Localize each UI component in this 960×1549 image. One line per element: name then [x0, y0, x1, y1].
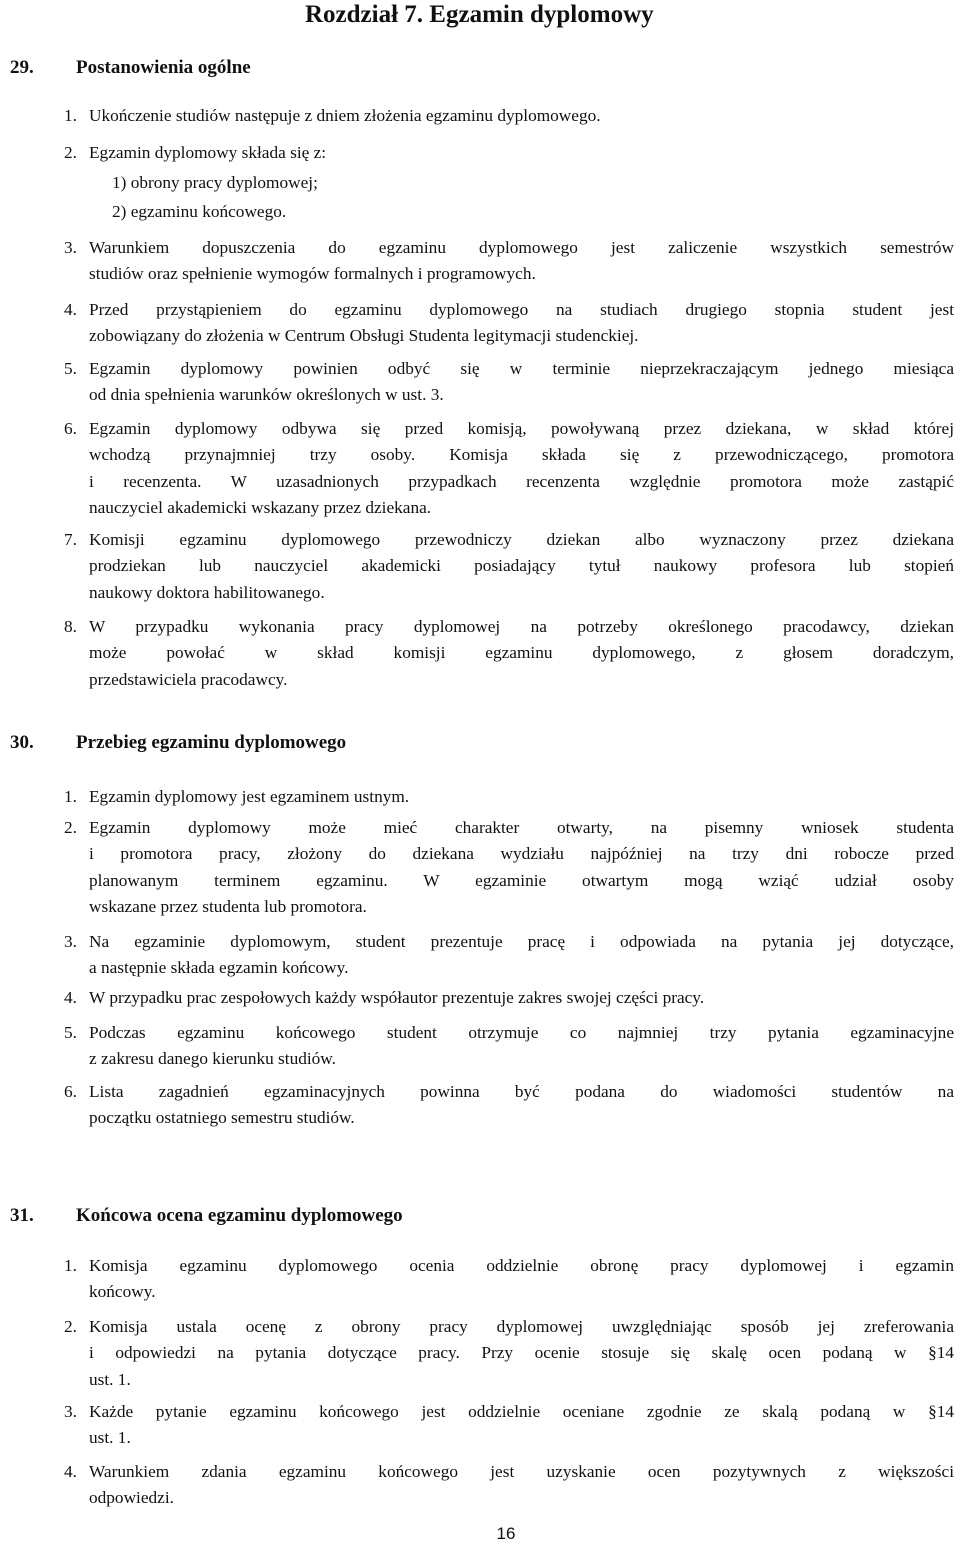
section-title: Końcowa ocena egzaminu dyplomowego	[76, 1205, 403, 1226]
item-text-line: planowanym terminem egzaminu. W egzaminie otwartym mogą wziąć udział osoby	[89, 870, 954, 890]
item-number: 6.	[64, 1082, 77, 1101]
item-number: 4.	[64, 1462, 77, 1481]
item-number: 7.	[64, 530, 77, 549]
list-item	[64, 1399, 954, 1452]
item-text-line: Komisja ustala ocenę z obrony pracy dyplomowej uwzględniając sposób jej zreferowania	[89, 1317, 954, 1336]
item-text-line: Egzamin dyplomowy odbywa się przed komisją, powoływaną przez dziekana, w skład której	[89, 419, 954, 438]
chapter-title: Rozdział 7. Egzamin dyplomowy	[305, 1, 654, 28]
item-text-line: a następnie składa egzamin końcowy.	[89, 958, 349, 978]
item-text-line: Lista zagadnień egzaminacyjnych powinna być podana do wiadomości studentów na	[89, 1082, 954, 1101]
item-text-line: wchodzą przynajmniej trzy osoby. Komisja składa się z przewodniczącego, promotora	[89, 445, 954, 465]
item-text-line: i odpowiedzi na pytania dotyczące pracy. Przy ocenie stosuje się skalę ocen podaną w §14	[89, 1343, 954, 1363]
list-item	[64, 1020, 954, 1073]
item-text-line: ust. 1.	[89, 1369, 131, 1389]
item-text-line: odpowiedzi.	[89, 1488, 174, 1508]
section-heading	[10, 731, 346, 755]
item-number: 2.	[64, 1317, 77, 1336]
item-text-line: może powołać w skład komisji egzaminu dyplomowego, z głosem doradczym,	[89, 643, 954, 663]
item-text-line: Przed przystąpieniem do egzaminu dyplomowego na studiach drugiego stopnia student jest	[89, 300, 954, 319]
item-text-line: końcowy.	[89, 1282, 156, 1302]
item-text-line: prodziekan lub nauczyciel akademicki posiadający tytuł naukowy profesora lub stopień	[89, 556, 954, 576]
item-number: 1.	[64, 1256, 77, 1275]
item-text-line: W przypadku wykonania pracy dyplomowej na potrzeby określonego pracodawcy, dziekan	[89, 617, 954, 636]
item-text-line: Egzamin dyplomowy jest egzaminem ustnym.	[89, 787, 410, 806]
list-item	[64, 1253, 954, 1306]
item-number: 1.	[64, 787, 77, 806]
item-text-line: nauczyciel akademicki wskazany przez dziekana.	[89, 497, 432, 517]
item-number: 5.	[64, 359, 77, 378]
section-number: 31.	[10, 1205, 34, 1226]
list-item	[64, 1459, 954, 1512]
sub-list-item: 1) obrony pracy dyplomowej;	[112, 173, 318, 192]
list-item	[64, 929, 954, 982]
item-text-line: naukowy doktora habilitowanego.	[89, 582, 325, 602]
list-item	[64, 985, 954, 1011]
item-number: 3.	[64, 238, 77, 257]
item-number: 2.	[64, 818, 77, 837]
item-text-line: Warunkiem zdania egzaminu końcowego jest uzyskanie ocen pozytywnych z większości	[89, 1462, 954, 1481]
list-item	[64, 815, 954, 920]
item-text-line: Ukończenie studiów następuje z dniem złożenia egzaminu dyplomowego.	[89, 106, 601, 125]
section-heading	[10, 1204, 403, 1228]
list-item	[64, 784, 954, 810]
item-number: 4.	[64, 988, 77, 1007]
sub-list-item: 2) egzaminu końcowego.	[112, 202, 287, 221]
item-text-line: ust. 1.	[89, 1428, 131, 1448]
item-text-line: Egzamin dyplomowy powinien odbyć się w terminie nieprzekraczającym jednego miesiąca	[89, 359, 954, 378]
item-number: 5.	[64, 1023, 77, 1042]
section-title: Przebieg egzaminu dyplomowego	[76, 732, 347, 753]
section-number: 29.	[10, 57, 34, 78]
item-text-line: początku ostatniego semestru studiów.	[89, 1108, 355, 1128]
list-item	[64, 235, 954, 288]
item-text-line: Egzamin dyplomowy może mieć charakter otwarty, na pisemny wniosek studenta	[89, 818, 954, 837]
item-number: 3.	[64, 1402, 77, 1421]
item-number: 2.	[64, 143, 77, 162]
item-text-line: studiów oraz spełnienie wymogów formalnych i programowych.	[89, 264, 536, 284]
list-item	[64, 140, 954, 166]
item-text-line: i promotora pracy, złożony do dziekana wydziału najpóźniej na trzy dni robocze przed	[89, 844, 954, 864]
item-text-line: Warunkiem dopuszczenia do egzaminu dyplomowego jest zaliczenie wszystkich semestrów	[89, 238, 954, 257]
item-text-line: W przypadku prac zespołowych każdy współautor prezentuje zakres swojej części pracy.	[89, 988, 705, 1007]
item-text-line: od dnia spełnienia warunków określonych w ust. 3.	[89, 385, 444, 405]
list-item	[64, 103, 954, 129]
item-text-line: i recenzenta. W uzasadnionych przypadkach recenzenta względnie promotora może zastąpić	[89, 471, 954, 491]
list-item	[64, 356, 954, 409]
item-text-line: Komisji egzaminu dyplomowego przewodniczy dziekan albo wyznaczony przez dziekana	[89, 530, 954, 549]
list-item	[64, 614, 954, 693]
item-text-line: wskazane przez studenta lub promotora.	[89, 896, 367, 916]
section-heading	[10, 56, 251, 80]
item-number: 6.	[64, 419, 77, 438]
section-number: 30.	[10, 732, 34, 753]
item-text-line: zobowiązany do złożenia w Centrum Obsługi Studenta legitymacji studenckiej.	[89, 326, 639, 346]
item-number: 8.	[64, 617, 77, 636]
list-item	[64, 1079, 954, 1132]
item-number: 4.	[64, 300, 77, 319]
list-item	[64, 416, 954, 521]
item-number: 3.	[64, 932, 77, 951]
item-text-line: Na egzaminie dyplomowym, student prezentuje pracę i odpowiada na pytania jej dotyczące,	[89, 932, 954, 951]
section-title: Postanowienia ogólne	[76, 57, 251, 78]
item-text-line: Każde pytanie egzaminu końcowego jest oddzielnie oceniane zgodnie ze skalą podaną w §14	[89, 1402, 954, 1421]
list-item	[64, 527, 954, 606]
item-number: 1.	[64, 106, 77, 125]
item-text-line: z zakresu danego kierunku studiów.	[89, 1049, 336, 1069]
list-item	[64, 297, 954, 350]
list-item	[64, 1314, 954, 1393]
item-text-line: Podczas egzaminu końcowego student otrzymuje co najmniej trzy pytania egzaminacyjne	[89, 1023, 954, 1042]
page-number: 16	[496, 1524, 516, 1543]
item-text-line: przedstawiciela pracodawcy.	[89, 669, 288, 689]
item-text-line: Egzamin dyplomowy składa się z:	[89, 143, 327, 162]
item-text-line: Komisja egzaminu dyplomowego ocenia oddzielnie obronę pracy dyplomowej i egzamin	[89, 1256, 954, 1275]
